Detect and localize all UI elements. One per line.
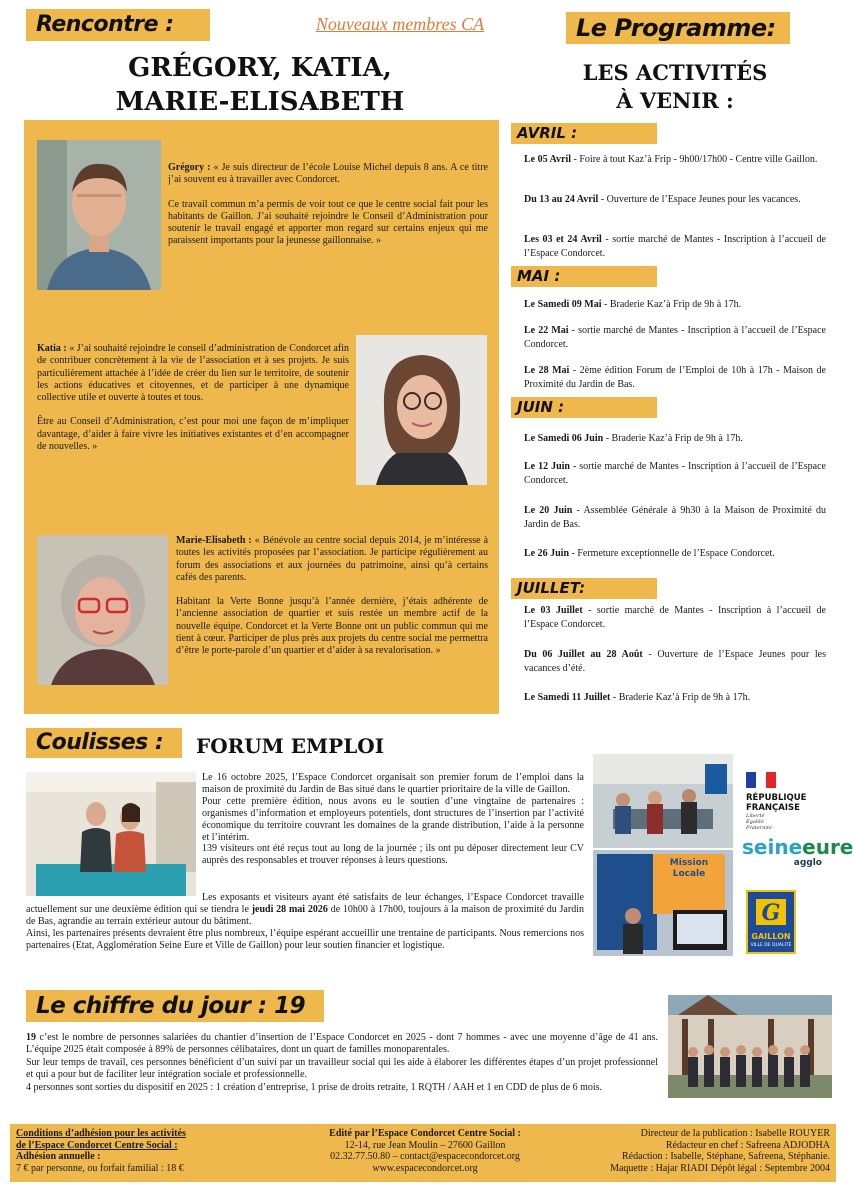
month-label-avril: AVRIL : (511, 123, 657, 144)
footer-adhesion: Conditions d’adhésion pour les activités de l’Espace Condorcet Centre Social : Adhésion annuelle : 7 € par personne, ou forfait familial : 18 € (16, 1128, 186, 1174)
logo-seine-eure-agglo: seineeure agglo (742, 835, 853, 868)
marie-elisabeth-quote-2: Habitant la Verte Bonne jusqu’à l’année dernière, j’étais adhérente de l’ancienne association de quartier et suis restée un membre actif de la nouvelle équipe. Condorcet et la Verte Bonne ont un public commun qui me tient à cœur. Participer de plus près aux projets du centre social me permettra d’être le porte-parole d’un quartier et d’aider à sa revalorisation. » (176, 596, 488, 657)
mission-locale-banner-text: Mission Locale (669, 858, 709, 879)
month-label-juin: JUIN : (511, 397, 657, 418)
event-juin-2: Le 12 Juin - sortie marché de Mantes - Inscription à l’accueil de l’Espace Condorcet. (524, 461, 826, 486)
forum-photo-team (26, 772, 196, 896)
footer-editor: Edité par l’Espace Condorcet Centre Social : 12-14, rue Jean Moulin – 27600 Gaillon 02.32.77.50.80 – contact@espacecondorcet.org www.espacecondorcet.org (329, 1128, 521, 1174)
rencontre-title-line1: GRÉGORY, KATIA, (128, 53, 392, 83)
chiffre-p3: 4 personnes sont sorties du dispositif en 2025 : 1 création d’entreprise, 1 prise de droits retraite, 1 RQTH / AAH et 1 en CDD de plus de 6 mois. (26, 1081, 603, 1093)
coulisses-p5: Ainsi, les partenaires présents devraient être plus nombreux, l’équipe espérant accueillir une trentaine de participants. Nous remercions nos partenaires (Etat, Agglomération Seine Eure et Ville de Gaillon) pour leur soutien financier et logistique. (26, 927, 584, 951)
coulisses-p4: Les exposants et visiteurs ayant été satisfaits de leur échanges, l’Espace Condorcet travaille actuellement sur une deuxième édition qui se tiendra le jeudi 28 mai 2026 de 10h00 à 17h00, toujours à la maison de proximité du Jardin de Bas, agrandie au terrain extérieur autour du bâtiment. (26, 892, 584, 927)
chiffre-p2: Sur leur temps de travail, ces personnes bénéficient d’un suivi par un travailleur social qui les aide à élaborer les différentes étapes d’un projet professionnel et qui a pour but de faciliter leur intégration sociale et professionnelle. (26, 1056, 658, 1081)
event-juin-1: Le Samedi 06 Juin - Braderie Kaz’à Frip de 9h à 17h. (524, 433, 743, 444)
programme-title-line1: LES ACTIVITÉS (582, 60, 768, 85)
event-avril-2: Du 13 au 24 Avril - Ouverture de l’Espace Jeunes pour les vacances. (524, 194, 801, 205)
gaillon-g-icon (754, 897, 788, 927)
event-mai-2: Le 22 Mai - sortie marché de Mantes - Inscription à l’accueil de l’Espace Condorcet. (524, 325, 826, 350)
gregory-name: Grégory : (168, 162, 211, 173)
rencontre-tag: Rencontre : (26, 9, 210, 41)
event-juillet-3: Le Samedi 11 Juillet - Braderie Kaz’à Frip de 9h à 17h. (524, 692, 751, 703)
event-juin-3: Le 20 Juin - Assemblée Générale à 9h30 à la Maison de Proximité du Jardin de Bas. (524, 505, 826, 530)
katia-quote-1: « J’ai souhaité rejoindre le conseil d’administration de Condorcet afin de contribuer concrètement à la vie de l’association et à ses projets. Je suis particulièrement attachée à l’idée de créer du lien sur le territoire, de soutenir les actions éducatives et citoyennes, et de participer à une dynamique collective utile et ouverte à toutes et tous. (37, 343, 350, 404)
event-avril-3: Les 03 et 24 Avril - sortie marché de Mantes - Inscription à l’accueil de l’Espace Condorcet. (524, 234, 826, 259)
gregory-quote-2: Ce travail commun m’a permis de voir tout ce que le centre social fait pour les habitants de Gaillon. J’ai souhaité rejoindre le Conseil d’Administration pour soutenir le travail engagé et apporter mon regard sur certains enjeux qui me paraissent importants pour la jeunesse gaillonnaise. » (168, 198, 488, 247)
katia-quote-2: Être au Conseil d’Administration, c’est pour moi une façon de m’impliquer davantage, d’aider à faire vivre les initiatives existantes et d’en accompagner de nouvelles. » (37, 416, 349, 453)
coulisses-p3: 139 visiteurs ont été reçus tout au long de la journée ; ils ont pu déposer directement leur CV auprès des responsables et trouver réponses à leurs questions. (202, 843, 584, 867)
logo-gaillon: G GAILLON VILLE DE QUALITÉ (746, 890, 796, 954)
katia-text (37, 343, 349, 465)
rencontre-title-line2: MARIE-ELISABETH (115, 87, 405, 117)
coulisses-title: FORUM EMPLOI (196, 734, 385, 758)
coulisses-text-top (202, 772, 584, 867)
event-juillet-2: Du 06 Juillet au 28 Août - Ouverture de l’Espace Jeunes pour les vacances d’été. (524, 649, 827, 674)
chantier-group-photo (668, 995, 832, 1098)
marie-elisabeth-photo (37, 535, 168, 685)
svg-text:G: G (761, 900, 781, 926)
forum-photo-room (593, 754, 733, 848)
event-juin-4: Le 26 Juin - Fermeture exceptionnelle de l’Espace Condorcet. (524, 548, 775, 559)
marie-elisabeth-quote-1: « Bénévole au centre social depuis 2014, je m’intéresse à toutes les activités proposées par l’association. Je participe régulièrement au forum des associations et aux journées du patrimoine, ainsi qu’à certains cafés des parents. (176, 535, 489, 583)
marie-elisabeth-name: Marie-Elisabeth : (176, 535, 252, 546)
rencontre-subtitle: Nouveaux membres CA (315, 14, 485, 34)
event-avril-1: Le 05 Avril - Foire à tout Kaz’à Frip - 9h00/17h00 - Centre ville Gaillon. (524, 154, 818, 165)
coulisses-p1: Le 16 octobre 2025, l’Espace Condorcet organisait son premier forum de l’emploi dans la maison de proximité du Jardin de Bas situé dans le quartier prioritaire de la ville de Gaillon. (202, 772, 584, 795)
katia-name: Katia : (37, 343, 67, 354)
coulisses-text-bottom (26, 892, 584, 952)
chiffre-p1: 19 c’est le nombre de personnes salariées du chantier d’insertion de l’Espace Condorcet en 2025 - dont 7 hommes - avec une moyenne d’âge de 41 ans. L’équipe 2025 était composée à 89% de personnes célibataires, dont un quart de familles monoparentales. (26, 1032, 658, 1056)
gregory-photo (37, 140, 161, 290)
event-mai-1: Le Samedi 09 Mai - Braderie Kaz’à Frip de 9h à 17h. (524, 299, 742, 310)
programme-title-line2: À VENIR : (616, 88, 734, 113)
logo-republique-francaise: RÉPUBLIQUE FRANÇAISE Liberté Égalité Fraternité (746, 772, 836, 831)
footer-credits: Directeur de la publication : Isabelle ROUYER Rédacteur en chef : Safreena ADJODHA Rédaction : Isabelle, Stéphane, Safreena, Stéphanie. Maquette : Hajar RIADI Dépôt légal : Septembre 2004 (610, 1128, 830, 1174)
month-label-juillet: JUILLET: (511, 578, 657, 599)
event-mai-3: Le 28 Mai - 2ème édition Forum de l’Emploi de 10h à 17h - Maison de Proximité du Jardin de Bas. (524, 365, 826, 390)
coulisses-tag: Coulisses : (26, 728, 182, 758)
forum-photo-mission-locale (593, 850, 733, 956)
chiffre-tag: Le chiffre du jour : 19 (26, 990, 324, 1022)
event-juillet-1: Le 03 Juillet - sortie marché de Mantes - Inscription à l’accueil de l’Espace Condorcet. (524, 605, 826, 630)
month-label-mai: MAI : (511, 266, 657, 287)
marie-elisabeth-text (176, 535, 488, 670)
gregory-text (168, 162, 488, 260)
coulisses-p2: Pour cette première édition, nous avons eu le soutien d’une vingtaine de partenaires : organismes d’information et employeurs potentiels, dont structures de l’insertion par l’activité économique du territoire couvrant les domaines de la grande distribution, l’aide à la personne et l’intérim. (202, 795, 584, 843)
gregory-quote-1: « Je suis directeur de l’école Louise Michel depuis 8 ans. A ce titre j’ai souvent eu à travailler avec Condorcet. (168, 162, 488, 186)
katia-photo (356, 335, 487, 485)
programme-tag: Le Programme: (566, 12, 790, 44)
chiffre-text (26, 1032, 658, 1094)
marianne-icon (746, 772, 776, 788)
